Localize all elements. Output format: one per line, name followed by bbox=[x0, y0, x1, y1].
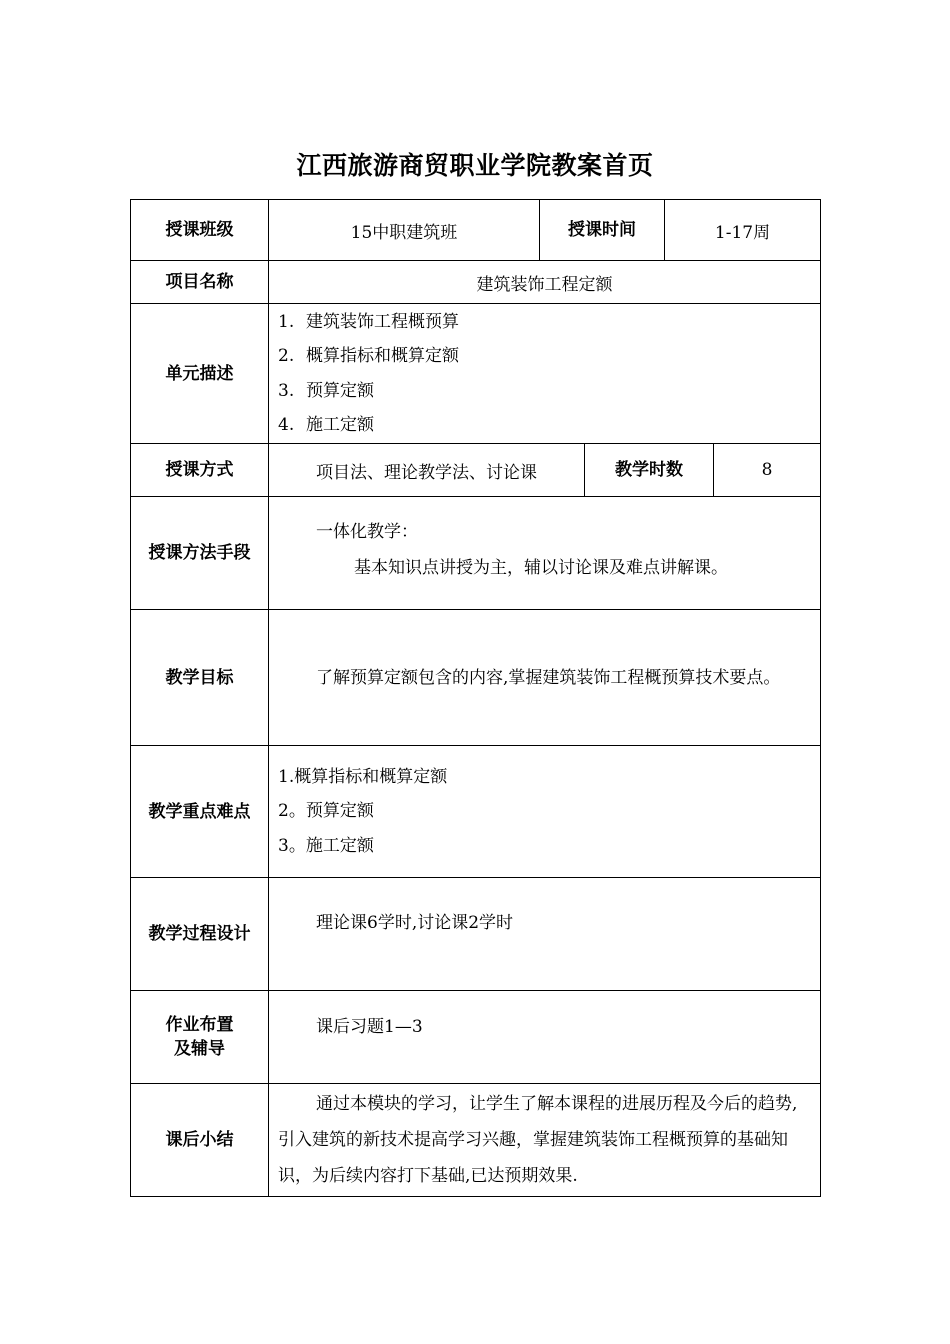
unit-item: 4. 施工定额 bbox=[278, 415, 374, 435]
unit-item: 3. 预算定额 bbox=[278, 380, 374, 401]
goal-text: 了解预算定额包含的内容,掌握建筑装饰工程概预算技术要点。 bbox=[269, 610, 821, 746]
page-title: 江西旅游商贸职业学院教案首页 bbox=[296, 151, 654, 180]
label-homework: 作业布置 及辅导 bbox=[131, 991, 269, 1084]
summary-text: 通过本模块的学习，让学生了解本课程的进展历程及今后的趋势,引入建筑的新技术提高学习兴趣，掌握建筑装饰工程概预算的基础知识，为后续内容打下基础,已达预期效果. bbox=[269, 1084, 821, 1197]
key-item: 1.概算指标和概算定额 bbox=[278, 766, 448, 787]
value-class: 15中职建筑班 bbox=[269, 200, 540, 261]
method-text bbox=[269, 497, 821, 610]
label-process: 教学过程设计 bbox=[131, 878, 269, 991]
key-item: 3。施工定额 bbox=[278, 835, 374, 856]
row-method bbox=[131, 497, 821, 610]
label-hours: 教学时数 bbox=[585, 444, 714, 497]
label-summary: 课后小结 bbox=[131, 1084, 269, 1197]
label-time: 授课时间 bbox=[540, 200, 665, 261]
label-method: 授课方法手段 bbox=[131, 497, 269, 610]
label-key: 教学重点难点 bbox=[131, 746, 269, 878]
key-item: 2。预算定额 bbox=[278, 801, 374, 822]
value-project: 建筑装饰工程定额 bbox=[269, 261, 821, 304]
value-time: 1-17周 bbox=[665, 200, 821, 261]
label-project: 项目名称 bbox=[131, 261, 269, 304]
value-hours: 8 bbox=[714, 444, 821, 497]
method-line: 一体化教学： bbox=[316, 522, 418, 542]
method-line: 基本知识点讲授为主，辅以讨论课及难点讲解课。 bbox=[354, 558, 728, 578]
homework-text: 课后习题1—3 bbox=[269, 991, 821, 1084]
row-mode bbox=[131, 444, 821, 497]
row-goal bbox=[131, 610, 821, 746]
row-process bbox=[131, 878, 821, 991]
unit-list bbox=[269, 304, 821, 444]
unit-item: 1. 建筑装饰工程概预算 bbox=[278, 311, 459, 332]
row-summary bbox=[131, 1084, 821, 1197]
label-mode: 授课方式 bbox=[131, 444, 269, 497]
value-mode: 项目法、理论教学法、讨论课 bbox=[269, 444, 585, 497]
row-homework bbox=[131, 991, 821, 1084]
unit-item: 2. 概算指标和概算定额 bbox=[278, 346, 459, 366]
row-key bbox=[131, 746, 821, 878]
row-unit bbox=[131, 304, 821, 444]
label-unit: 单元描述 bbox=[131, 304, 269, 444]
row-project bbox=[131, 261, 821, 304]
lesson-plan-table bbox=[130, 199, 821, 1197]
process-text: 理论课6学时,讨论课2学时 bbox=[269, 878, 821, 991]
row-class bbox=[131, 200, 821, 261]
key-list bbox=[269, 746, 821, 878]
label-class: 授课班级 bbox=[131, 200, 269, 261]
label-goal: 教学目标 bbox=[131, 610, 269, 746]
